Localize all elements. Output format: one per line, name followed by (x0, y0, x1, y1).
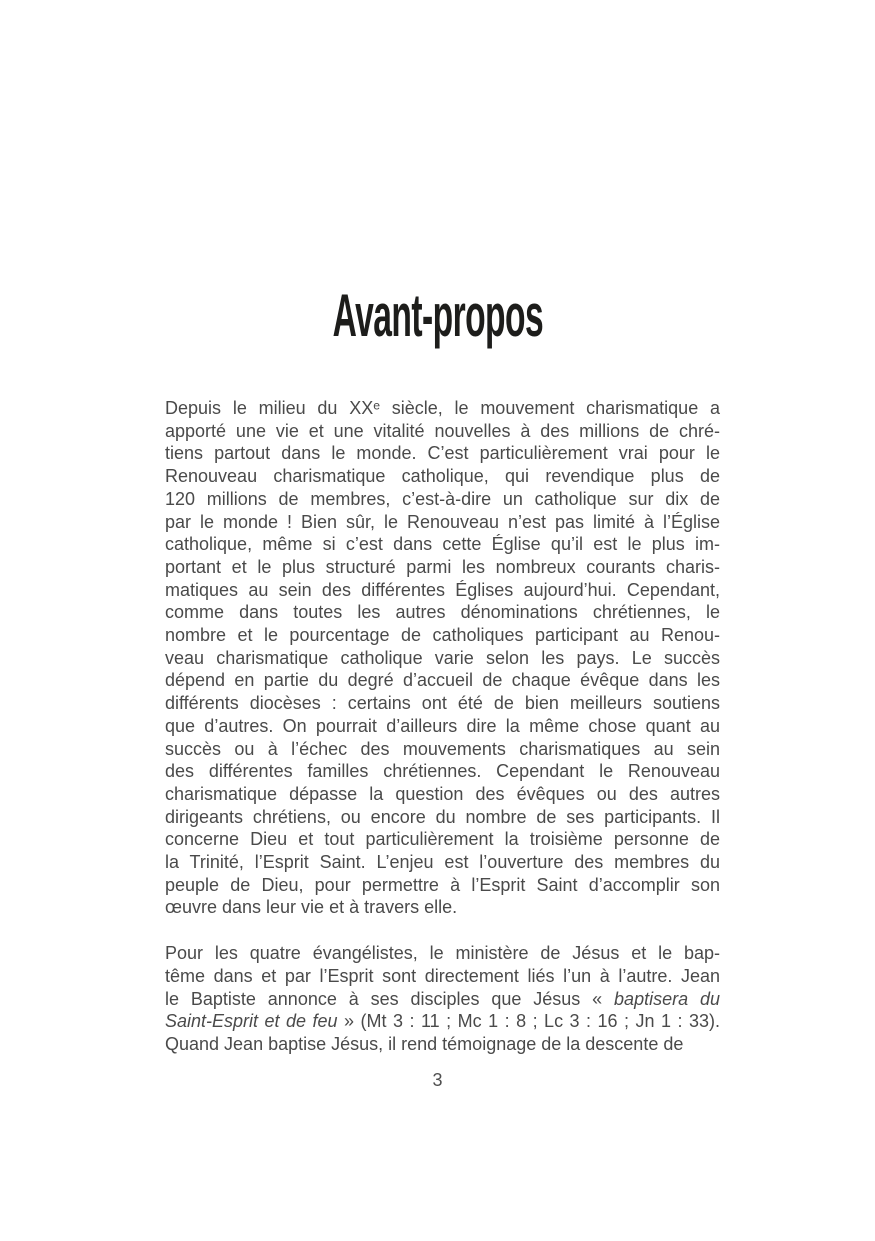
text-line: des différentes familles chrétiennes. Cependant le Renouveau (165, 761, 720, 782)
text-line: portant et le plus structuré parmi les nombreux courants charis- (165, 556, 720, 577)
text-line: Saint-Esprit et de feu » (Mt 3 : 11 ; Mc 1 : 8 ; Lc 3 : 16 ; Jn 1 : 33). (165, 1011, 720, 1032)
page-number: 3 (432, 1070, 443, 1090)
body-paragraph (165, 942, 720, 1056)
text-line: comme dans toutes les autres dénominations chrétiennes, le (165, 602, 720, 623)
text-line: tiens partout dans le monde. C’est particulièrement vrai pour le (165, 443, 720, 464)
text-line: dépend en partie du degré d’accueil de chaque évêque dans les (165, 670, 720, 691)
text-line: œuvre dans leur vie et à travers elle. (165, 897, 458, 918)
body-text (165, 397, 720, 1079)
text-line: la Trinité, l’Esprit Saint. L’enjeu est l’ouverture des membres du (165, 852, 720, 873)
text-line: 120 millions de membres, c’est-à-dire un catholique sur dix de (165, 488, 720, 509)
text-line: nombre et le pourcentage de catholiques participant au Renou- (165, 625, 720, 646)
text-line: Quand Jean baptise Jésus, il rend témoignage de la descente de (165, 1033, 684, 1054)
text-line: Depuis le milieu du XXᵉ siècle, le mouvement charismatique a (165, 398, 720, 418)
text-line: matiques au sein des différentes Églises aujourd’hui. Cependant, (165, 579, 720, 600)
text-line: dirigeants chrétiens, ou encore du nombre de ses participants. Il (165, 806, 720, 827)
page-title (0, 281, 875, 350)
text-line: charismatique dépasse la question des évêques ou des autres (165, 783, 720, 804)
text-line: veau charismatique catholique varie selon les pays. Le succès (165, 647, 720, 668)
text-line: apporté une vie et une vitalité nouvelles à des millions de chré- (165, 420, 720, 441)
text-line: différents diocèses : certains ont été de bien meilleurs soutiens (165, 693, 720, 714)
text-line: peuple de Dieu, pour permettre à l’Esprit Saint d’accomplir son (165, 874, 720, 895)
text-line: par le monde ! Bien sûr, le Renouveau n’est pas limité à l’Église (165, 511, 720, 532)
text-line: Renouveau charismatique catholique, qui revendique plus de (165, 466, 720, 487)
text-line: que d’autres. On pourrait d’ailleurs dire la même chose quant au (165, 715, 720, 736)
body-paragraph (165, 397, 720, 919)
text-line: Pour les quatre évangélistes, le ministère de Jésus et le bap- (165, 943, 720, 964)
text-line: catholique, même si c’est dans cette Église qu’il est le plus im- (165, 534, 720, 555)
text-line: concerne Dieu et tout particulièrement la troisième personne de (165, 829, 720, 850)
text-line: succès ou à l’échec des mouvements charismatiques au sein (165, 738, 720, 759)
page-title-text: Avant-propos (332, 282, 543, 349)
text-line: tême dans et par l’Esprit sont directement liés l’un à l’autre. Jean (165, 965, 720, 986)
text-line: le Baptiste annonce à ses disciples que Jésus « baptisera du (165, 988, 720, 1009)
